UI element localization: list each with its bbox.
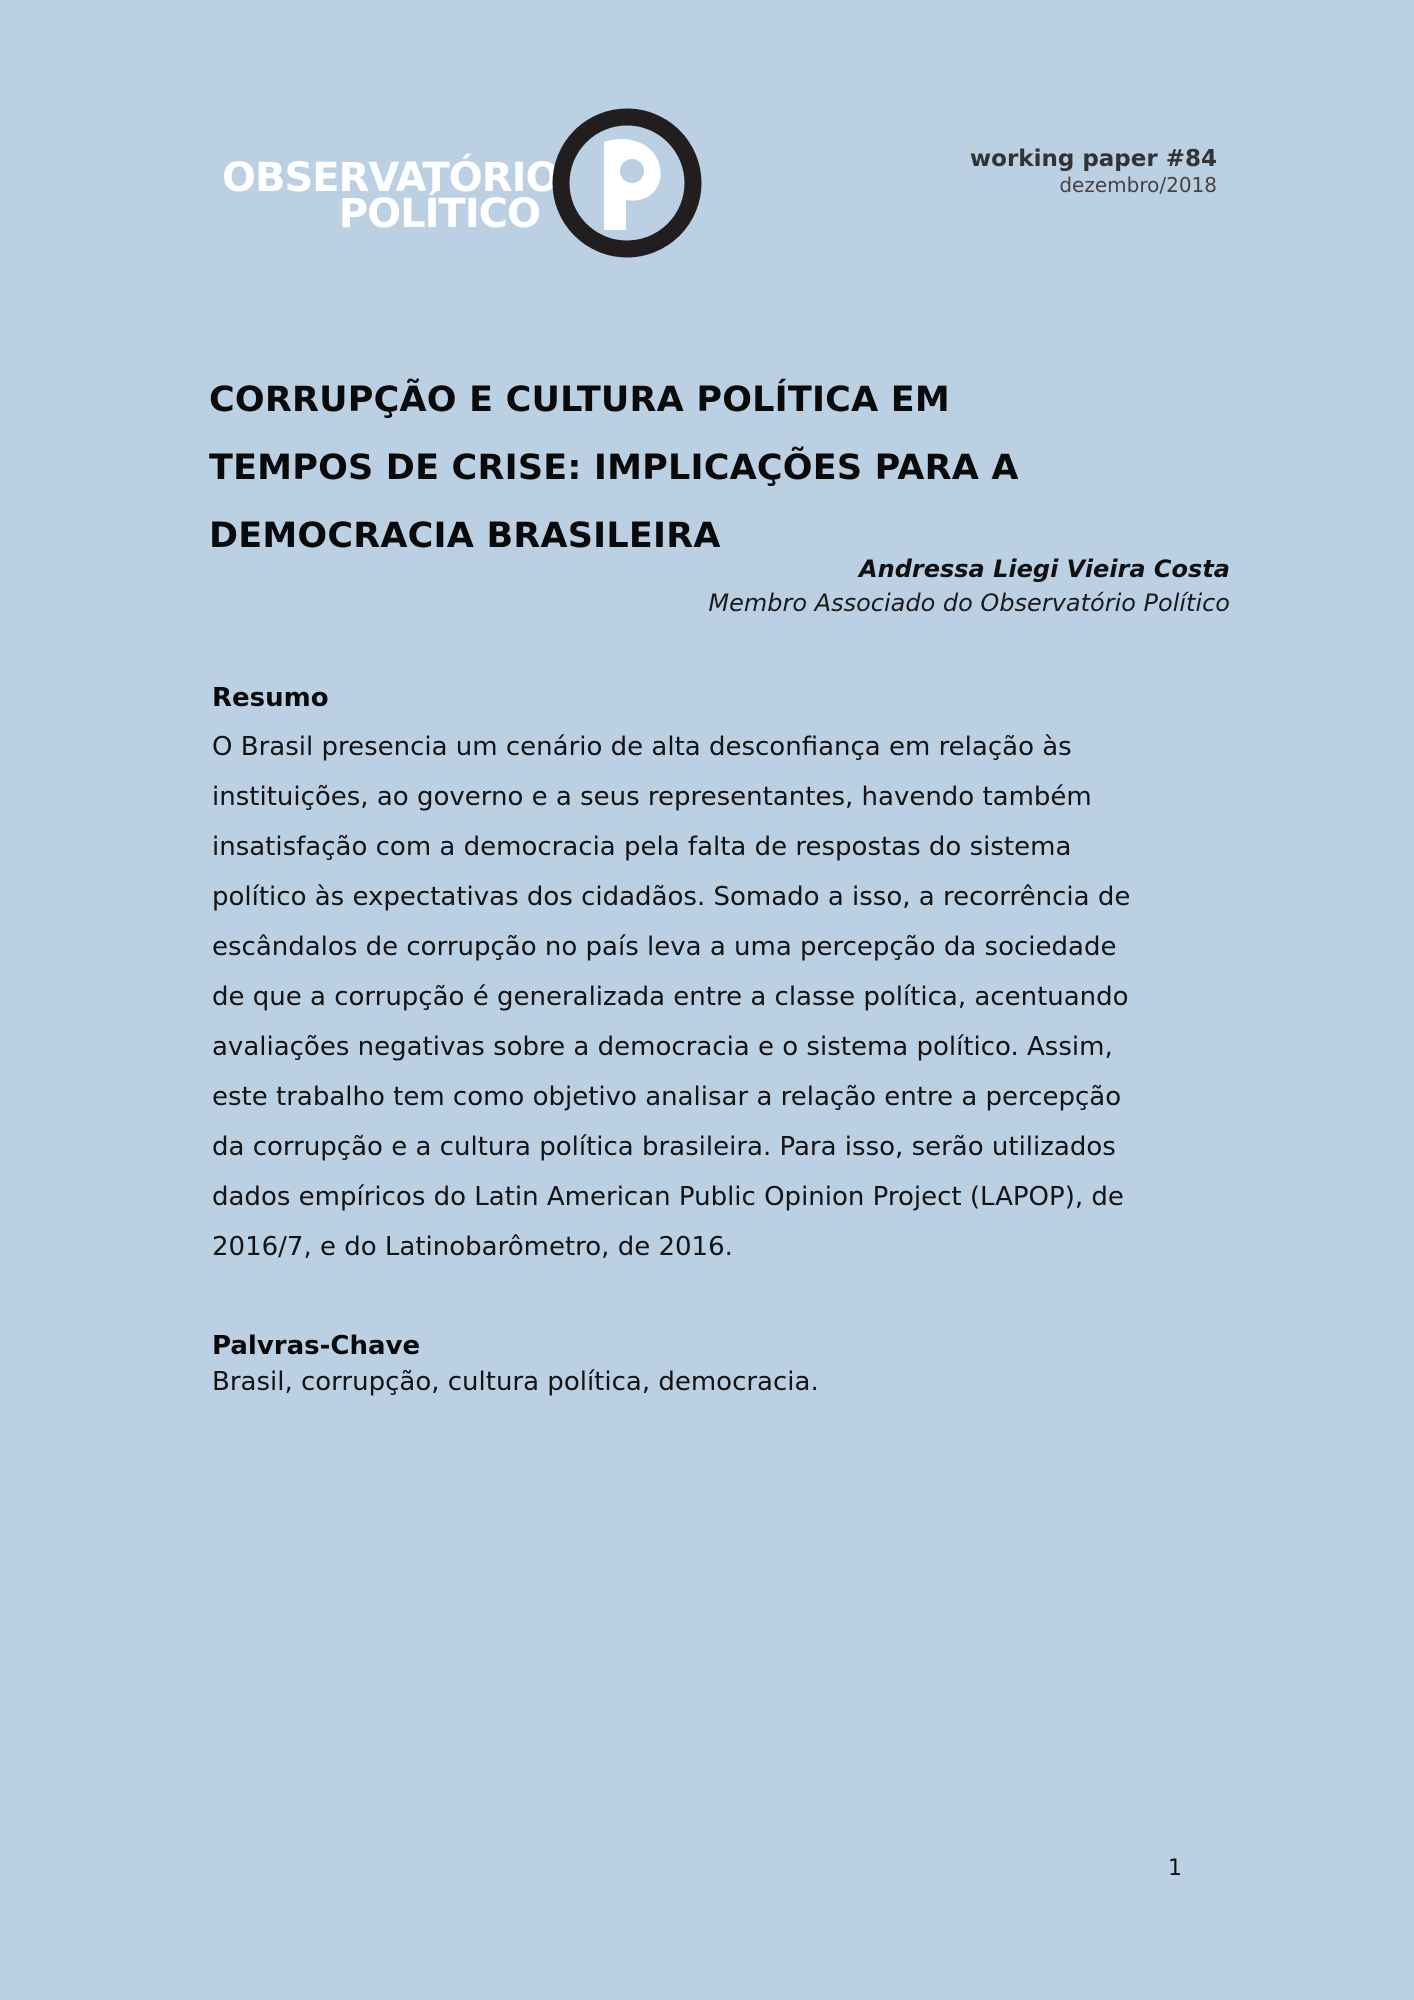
- abstract-heading: Resumo: [212, 683, 329, 713]
- working-paper-info: [970, 144, 1217, 196]
- author-block: [708, 552, 1230, 620]
- author-affiliation: Membro Associado do Observatório Político: [708, 589, 1230, 617]
- logo-line-2: POLÍTICO: [338, 191, 540, 237]
- page-number: 1: [1168, 1856, 1182, 1881]
- keywords-heading: Palvras-Chave: [212, 1331, 421, 1361]
- keywords-text: Brasil, corrupção, cultura política, democracia.: [212, 1367, 819, 1397]
- publication-date: dezembro/2018: [1059, 173, 1217, 197]
- logo: [222, 108, 702, 258]
- logo-line-1: OBSERVATÓRIO: [222, 155, 559, 201]
- logo-p-icon: [552, 108, 702, 258]
- working-paper-number: working paper #84: [969, 146, 1217, 172]
- author-name: Andressa Liegi Vieira Costa: [859, 555, 1230, 583]
- document-title: CORRUPÇÃO E CULTURA POLÍTICA EM TEMPOS DE CRISE: IMPLICAÇÕES PARA A DEMOCRACIA BRASILEIRA: [209, 380, 1019, 556]
- logo-wordmark: [222, 155, 559, 237]
- abstract-text: O Brasil presencia um cenário de alta desconfiança em relação às instituições, ao governo e a seus representantes, havendo também insatisfação com a democracia pela falta de respostas do sistema político às expectativas dos cidadãos. Somado a isso, a recorrência de escândalos de corrupção no país leva a uma percepção da sociedade de que a corrupção é generalizada entre a classe política, acentuando avaliações negativas sobre a democracia e o sistema político. Assim, este trabalho tem como objetivo analisar a relação entre a percepção da corrupção e a cultura política brasileira. Para isso, serão utilizados dados empíricos do Latin American Public Opinion Project (LAPOP), de 2016/7, e do Latinobarômetro, de 2016.: [212, 732, 1131, 1262]
